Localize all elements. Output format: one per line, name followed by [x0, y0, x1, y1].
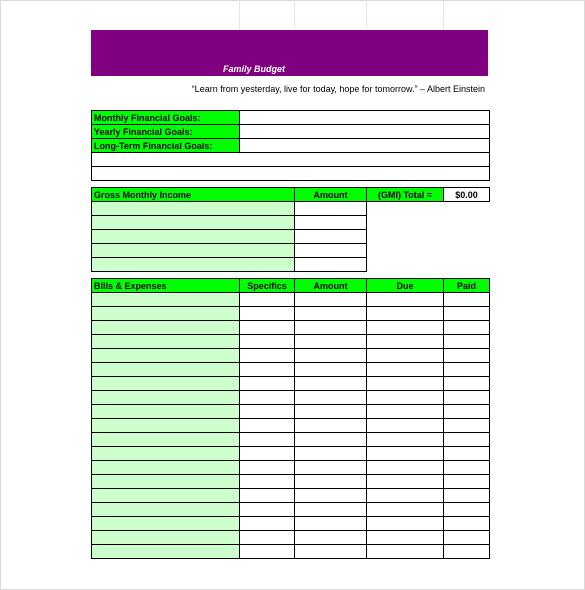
income-row: [92, 244, 490, 258]
expense-due-cell[interactable]: [367, 377, 444, 391]
expense-name-cell[interactable]: [92, 391, 240, 405]
empty-cell: [444, 244, 490, 258]
expense-due-cell[interactable]: [367, 503, 444, 517]
expense-name-cell[interactable]: [92, 461, 240, 475]
expense-specifics-cell[interactable]: [240, 307, 295, 321]
expense-name-cell[interactable]: [92, 433, 240, 447]
expense-name-cell[interactable]: [92, 545, 240, 559]
income-amount-cell[interactable]: [295, 244, 367, 258]
expense-due-cell[interactable]: [367, 405, 444, 419]
gmi-total-value: $0.00: [444, 188, 490, 202]
expense-due-cell[interactable]: [367, 517, 444, 531]
expense-due-cell[interactable]: [367, 391, 444, 405]
empty-cell: [444, 216, 490, 230]
expense-due-cell[interactable]: [367, 335, 444, 349]
expense-amount-cell[interactable]: [295, 433, 367, 447]
expense-amount-cell[interactable]: [295, 419, 367, 433]
income-source-cell[interactable]: [92, 258, 295, 272]
expense-paid-cell[interactable]: [444, 531, 490, 545]
expense-specifics-cell[interactable]: [240, 489, 295, 503]
expense-name-cell[interactable]: [92, 419, 240, 433]
expense-paid-cell[interactable]: [444, 545, 490, 559]
expense-amount-cell[interactable]: [295, 321, 367, 335]
expense-amount-cell[interactable]: [295, 503, 367, 517]
expense-due-cell[interactable]: [367, 545, 444, 559]
expense-row: [92, 545, 490, 559]
expense-due-cell[interactable]: [367, 321, 444, 335]
bills-expenses-header: Bills & Expenses: [92, 279, 240, 293]
gridline: [239, 0, 240, 30]
expense-row: [92, 349, 490, 363]
expense-specifics-cell[interactable]: [240, 461, 295, 475]
expense-specifics-cell[interactable]: [240, 433, 295, 447]
expense-row: [92, 363, 490, 377]
yearly-goals-cell[interactable]: [240, 125, 490, 139]
expense-specifics-cell[interactable]: [240, 447, 295, 461]
expense-amount-cell[interactable]: [295, 545, 367, 559]
expense-paid-cell[interactable]: [444, 475, 490, 489]
goal-row-monthly: [92, 111, 490, 125]
expense-paid-cell[interactable]: [444, 489, 490, 503]
income-header-row: [92, 188, 490, 202]
expense-amount-cell[interactable]: [295, 489, 367, 503]
expense-name-cell[interactable]: [92, 489, 240, 503]
expense-name-cell[interactable]: [92, 447, 240, 461]
expense-row: [92, 335, 490, 349]
expense-row: [92, 475, 490, 489]
expense-paid-cell[interactable]: [444, 433, 490, 447]
expense-due-cell[interactable]: [367, 307, 444, 321]
expense-amount-cell[interactable]: [295, 531, 367, 545]
expense-amount-cell[interactable]: [295, 461, 367, 475]
expense-due-cell[interactable]: [367, 293, 444, 307]
expense-specifics-cell[interactable]: [240, 545, 295, 559]
expense-row: [92, 377, 490, 391]
expense-specifics-cell[interactable]: [240, 321, 295, 335]
expense-amount-cell[interactable]: [295, 517, 367, 531]
expense-paid-cell[interactable]: [444, 405, 490, 419]
expense-row: [92, 447, 490, 461]
expense-due-cell[interactable]: [367, 349, 444, 363]
yearly-goals-label: Yearly Financial Goals:: [92, 125, 240, 139]
empty-cell: [444, 258, 490, 272]
expense-name-cell[interactable]: [92, 377, 240, 391]
expense-paid-cell[interactable]: [444, 349, 490, 363]
expense-row: [92, 433, 490, 447]
expense-paid-cell[interactable]: [444, 517, 490, 531]
paid-header: Paid: [444, 279, 490, 293]
expense-specifics-cell[interactable]: [240, 349, 295, 363]
expense-due-cell[interactable]: [367, 489, 444, 503]
income-source-cell[interactable]: [92, 244, 295, 258]
expense-due-cell[interactable]: [367, 531, 444, 545]
expense-specifics-cell[interactable]: [240, 391, 295, 405]
expense-paid-cell[interactable]: [444, 447, 490, 461]
expense-specifics-cell[interactable]: [240, 503, 295, 517]
expense-due-cell[interactable]: [367, 363, 444, 377]
expense-amount-cell[interactable]: [295, 475, 367, 489]
goal-notes-row: [92, 153, 490, 167]
long-term-goals-cell[interactable]: [240, 139, 490, 153]
empty-cell: [367, 216, 444, 230]
goal-notes-row: [92, 167, 490, 181]
expense-name-cell[interactable]: [92, 363, 240, 377]
expense-name-cell[interactable]: [92, 349, 240, 363]
expense-name-cell[interactable]: [92, 293, 240, 307]
expense-amount-cell[interactable]: [295, 307, 367, 321]
income-row: [92, 216, 490, 230]
title-banner: [91, 30, 488, 76]
expense-paid-cell[interactable]: [444, 307, 490, 321]
expense-due-cell[interactable]: [367, 433, 444, 447]
expense-row: [92, 293, 490, 307]
expense-name-cell[interactable]: [92, 405, 240, 419]
empty-cell: [367, 230, 444, 244]
expense-paid-cell[interactable]: [444, 391, 490, 405]
expense-paid-cell[interactable]: [444, 419, 490, 433]
expense-paid-cell[interactable]: [444, 461, 490, 475]
long-term-goals-label: Long-Term Financial Goals:: [92, 139, 240, 153]
expense-row: [92, 531, 490, 545]
expense-paid-cell[interactable]: [444, 335, 490, 349]
income-amount-header: Amount: [295, 188, 367, 202]
expense-paid-cell[interactable]: [444, 503, 490, 517]
expense-specifics-cell[interactable]: [240, 405, 295, 419]
expense-due-cell[interactable]: [367, 419, 444, 433]
expense-name-cell[interactable]: [92, 307, 240, 321]
empty-cell: [367, 202, 444, 216]
income-amount-cell[interactable]: [295, 202, 367, 216]
goal-notes-cell[interactable]: [92, 153, 490, 167]
expense-row: [92, 461, 490, 475]
empty-cell: [367, 244, 444, 258]
gmi-total-label: (GMI) Total =: [367, 188, 444, 202]
goal-row-long-term: [92, 139, 490, 153]
expense-row: [92, 307, 490, 321]
expense-row: [92, 419, 490, 433]
goal-notes-cell[interactable]: [92, 167, 490, 181]
due-header: Due: [367, 279, 444, 293]
expense-name-cell[interactable]: [92, 517, 240, 531]
expense-row: [92, 517, 490, 531]
specifics-header: Specifics: [240, 279, 295, 293]
expense-amount-cell[interactable]: [295, 447, 367, 461]
expense-name-cell[interactable]: [92, 475, 240, 489]
income-amount-cell[interactable]: [295, 230, 367, 244]
gridline: [443, 0, 444, 30]
expense-specifics-cell[interactable]: [240, 363, 295, 377]
empty-cell: [444, 202, 490, 216]
quote-text: “Learn from yesterday, live for today, hope for tomorrow.” – Albert Einstein: [191, 84, 485, 94]
empty-cell: [444, 230, 490, 244]
expense-amount-cell[interactable]: [295, 391, 367, 405]
expense-specifics-cell[interactable]: [240, 419, 295, 433]
income-header-cell: Gross Monthly Income: [92, 188, 295, 202]
gridline: [366, 0, 367, 30]
goal-row-yearly: [92, 125, 490, 139]
income-table: [91, 187, 490, 272]
expense-name-cell[interactable]: [92, 503, 240, 517]
monthly-goals-cell[interactable]: [240, 111, 490, 125]
expenses-table: [91, 278, 490, 559]
income-source-cell[interactable]: [92, 230, 295, 244]
expense-row: [92, 391, 490, 405]
expense-paid-cell[interactable]: [444, 363, 490, 377]
expense-row: [92, 405, 490, 419]
expense-amount-cell[interactable]: [295, 293, 367, 307]
expense-name-cell[interactable]: [92, 335, 240, 349]
expense-specifics-cell[interactable]: [240, 531, 295, 545]
expense-paid-cell[interactable]: [444, 321, 490, 335]
expense-specifics-cell[interactable]: [240, 335, 295, 349]
expense-due-cell[interactable]: [367, 461, 444, 475]
expense-paid-cell[interactable]: [444, 377, 490, 391]
monthly-goals-label: Monthly Financial Goals:: [92, 111, 240, 125]
expense-specifics-cell[interactable]: [240, 293, 295, 307]
gridline: [294, 0, 295, 30]
expense-name-cell[interactable]: [92, 321, 240, 335]
amount-header: Amount: [295, 279, 367, 293]
page-title: Family Budget: [223, 64, 286, 74]
expense-amount-cell[interactable]: [295, 335, 367, 349]
expense-due-cell[interactable]: [367, 447, 444, 461]
goals-table: [91, 110, 490, 181]
expense-amount-cell[interactable]: [295, 405, 367, 419]
empty-cell: [367, 258, 444, 272]
expense-specifics-cell[interactable]: [240, 475, 295, 489]
income-amount-cell[interactable]: [295, 216, 367, 230]
income-row: [92, 258, 490, 272]
income-source-cell[interactable]: [92, 216, 295, 230]
expense-specifics-cell[interactable]: [240, 377, 295, 391]
income-source-cell[interactable]: [92, 202, 295, 216]
expense-specifics-cell[interactable]: [240, 517, 295, 531]
income-amount-cell[interactable]: [295, 258, 367, 272]
expense-paid-cell[interactable]: [444, 293, 490, 307]
expense-row: [92, 321, 490, 335]
expenses-header-row: [92, 279, 490, 293]
expense-amount-cell[interactable]: [295, 363, 367, 377]
income-row: [92, 202, 490, 216]
expense-name-cell[interactable]: [92, 531, 240, 545]
expense-amount-cell[interactable]: [295, 349, 367, 363]
income-row: [92, 230, 490, 244]
expense-due-cell[interactable]: [367, 475, 444, 489]
expense-row: [92, 489, 490, 503]
expense-row: [92, 503, 490, 517]
expense-amount-cell[interactable]: [295, 377, 367, 391]
